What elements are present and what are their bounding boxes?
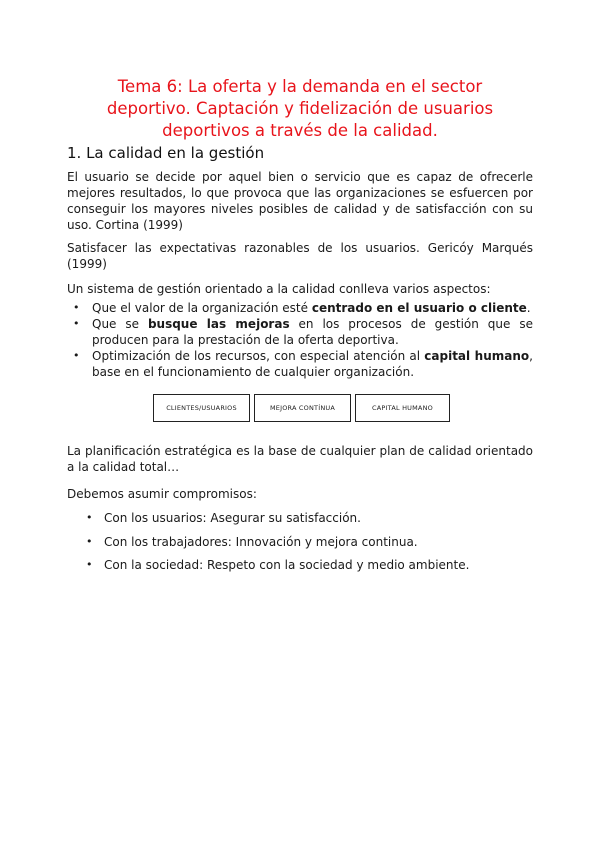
box-mejora-continua: MEJORA CONTÍNUA [254,394,351,422]
bullet-icon: • [86,511,93,524]
list-item: • Con los usuarios: Asegurar su satisfacción. [86,511,361,525]
paragraph-system-intro: Un sistema de gestión orientado a la calidad conlleva varios aspectos: [67,282,491,296]
paragraph-planning: La planificación estratégica es la base de cualquier plan de calidad orientado a la calidad total… [67,444,533,474]
bullet-icon: • [73,301,80,314]
document-title [60,76,540,142]
bullet-icon: • [73,317,80,330]
list-item: • Con los trabajadores: Innovación y mejora continua. [86,534,418,549]
aspects-list [67,300,533,380]
title-line-1: Tema 6: La oferta y la demanda en el sector [117,77,483,96]
box-capital-humano: CAPITAL HUMANO [355,394,450,422]
quality-pillars-diagram [153,394,450,424]
list-item: • Que el valor de la organización esté centrado en el usuario o cliente. [73,301,531,315]
list-item: • Optimización de los recursos, con especial atención al capital humano, base en el funcionamiento de cualquier organización. [73,349,533,379]
box-clientes-usuarios: CLIENTES/USUARIOS [153,394,250,422]
bullet-icon: • [73,349,80,362]
section-heading: 1. La calidad en la gestión [67,144,265,162]
bullet-icon: • [86,558,93,571]
list-item: • Que se busque las mejoras en los procesos de gestión que se producen para la prestación de la oferta deportiva. [73,317,533,347]
commitments-list [86,510,526,581]
bullet-icon: • [86,534,93,548]
paragraph-gerico: Satisfacer las expectativas razonables de los usuarios. Gericóy Marqués (1999) [67,241,533,271]
paragraph-commitments-intro: Debemos asumir compromisos: [67,487,257,501]
list-item: • Con la sociedad: Respeto con la sociedad y medio ambiente. [86,558,470,572]
title-line-3: deportivos a través de la calidad. [162,121,438,140]
paragraph-cortina: El usuario se decide por aquel bien o servicio que es capaz de ofrecerle mejores resultados, lo que provoca que las organizaciones se esfuercen por conseguir los mayores niveles posibles de calidad y de satisfacción con su uso. Cortina (1999) [67,170,533,232]
title-line-2: deportivo. Captación y fidelización de usuarios [106,99,494,118]
